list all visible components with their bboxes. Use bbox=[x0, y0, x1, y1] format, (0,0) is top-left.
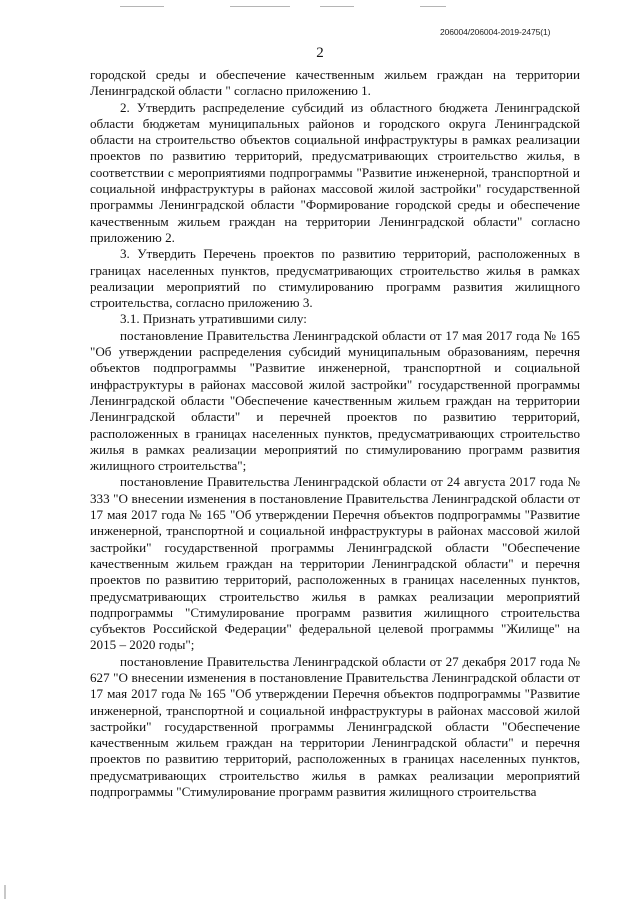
page-number: 2 bbox=[316, 45, 324, 61]
paragraph-resolution-165: постановление Правительства Ленинградской области от 17 мая 2017 года № 165 "Об утверждении распределения субсидий муниципальным образованиям, перечня объектов подпрограммы "Развитие инженерной, транспортной и социальной инфраструктуры в районах массовой жилой застройки" государственной программы Ленинградской области "Обеспечение качественным жильем граждан на территории Ленинградской области" и перечней проектов по развитию территорий, расположенных в границах населенных пунктов, предусматривающих строительство жилья в рамках реализации мероприятий по стимулированию программ развития жилищного строительства"; bbox=[90, 327, 580, 474]
paragraph-resolution-333: постановление Правительства Ленинградской области от 24 августа 2017 года № 333 "О внесении изменения в постановление Правительства Ленинградской области от 17 мая 2017 года № 165 "Об утверждении Перечня объектов подпрограммы "Развитие инженерной, транспортной и социальной инфраструктуры в районах массовой жилой застройки" государственной программы Ленинградской области "Обеспечение качественным жильем граждан на территории Ленинградской области" и перечня проектов по развитию территорий, расположенных в границах населенных пунктов, предусматривающих строительство жилья в рамках реализации мероприятий подпрограммы "Стимулирование программ развития жилищного строительства субъектов Российской Федерации" федеральной целевой программы "Жилище" на 2015 – 2020 годы"; bbox=[90, 474, 580, 653]
paragraph-continuation: городской среды и обеспечение качественным жильем граждан на территории Ленинградской области " согласно приложению 1. bbox=[90, 67, 580, 99]
paragraph-item-3: 3. Утвердить Перечень проектов по развитию территорий, расположенных в границах населенных пунктов, предусматривающих строительство жилья в рамках реализации мероприятий по стимулированию программ развития жилищного строительства, согласно приложению 3. bbox=[90, 246, 580, 311]
scan-artifact-marks bbox=[120, 4, 450, 10]
document-body bbox=[90, 67, 580, 800]
paragraph-resolution-627: постановление Правительства Ленинградской области от 27 декабря 2017 года № 627 "О внесении изменения в постановление Правительства Ленинградской области от 17 мая 2017 года № 165 "Об утверждении Перечня объектов подпрограммы "Развитие инженерной, транспортной и социальной инфраструктуры в районах массовой жилой застройки" государственной программы Ленинградской области "Обеспечение качественным жильем граждан на территории Ленинградской области" и перечня проектов по развитию территорий, расположенных в границах населенных пунктов, предусматривающих строительство жилья в рамках реализации мероприятий подпрограммы "Стимулирование программ развития жилищного строительства bbox=[90, 653, 580, 800]
paragraph-item-2: 2. Утвердить распределение субсидий из областного бюджета Ленинградской области бюджетам муниципальных районов и городского округа Ленинградской области на строительство объектов социальной инфраструктуры в рамках реализации проектов по развитию территорий, предусматривающих строительство жилья, в соответствии с мероприятиями подпрограммы "Развитие инженерной, транспортной и социальной инфраструктуры в районах массовой жилой застройки" государственной программы Ленинградской области "Формирование городской среды и обеспечение качественным жильем граждан на территории Ленинградской области" согласно приложению 2. bbox=[90, 99, 580, 245]
paragraph-item-3-1: 3.1. Признать утратившими силу: bbox=[120, 311, 307, 327]
document-id: 206004/206004-2019-2475(1) bbox=[440, 27, 551, 37]
scan-artifact-speck bbox=[4, 885, 6, 899]
